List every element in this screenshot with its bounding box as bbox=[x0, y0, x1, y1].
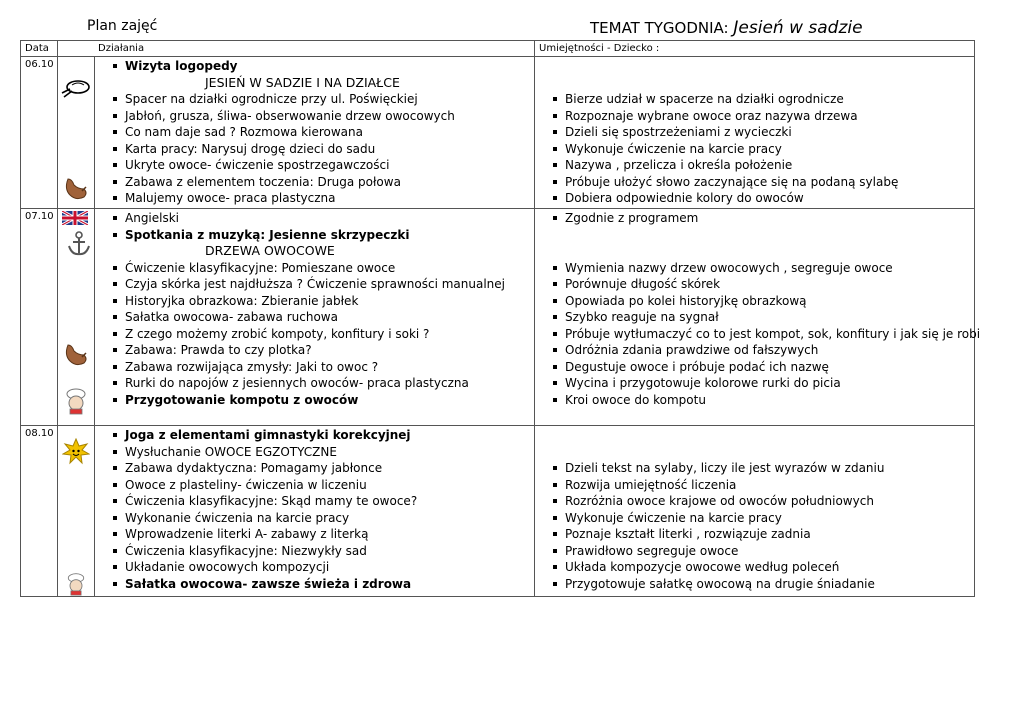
skill-item: Dzieli tekst na sylaby, liczy ile jest wyrazów w zdaniu bbox=[565, 460, 974, 477]
activity-item: Sałatka owocowa- zawsze świeża i zdrowa bbox=[125, 576, 534, 593]
skill-spacer bbox=[565, 243, 974, 260]
skill-item: Wykonuje ćwiczenie na karcie pracy bbox=[565, 141, 974, 158]
activity-item: Karta pracy: Narysuj drogę dzieci do sadu bbox=[125, 141, 534, 158]
skill-item: Rozwija umiejętność liczenia bbox=[565, 477, 974, 494]
activity-item: Spotkania z muzyką: Jesienne skrzypeczki bbox=[125, 227, 534, 244]
activity-item: Spacer na działki ogrodnicze przy ul. Poświęckiej bbox=[125, 91, 534, 108]
activity-item: Sałatka owocowa- zabawa ruchowa bbox=[125, 309, 534, 326]
magnifier-icon bbox=[60, 77, 92, 99]
activity-heading: DRZEWA OWOCOWE bbox=[205, 243, 335, 258]
activity-item: Jabłoń, grusza, śliwa- obserwowanie drzew owocowych bbox=[125, 108, 534, 125]
activity-item: Czyja skórka jest najdłuższa ? Ćwiczenie sprawności manualnej bbox=[125, 276, 534, 293]
activity-item: Wizyta logopedy bbox=[125, 58, 534, 75]
skill-spacer bbox=[565, 227, 974, 244]
activity-item: Rurki do napojów z jesiennych owoców- praca plastyczna bbox=[125, 375, 534, 392]
day-row-2 bbox=[21, 209, 975, 426]
activity-item: Historyjka obrazkowa: Zbieranie jabłek bbox=[125, 293, 534, 310]
chef-icon bbox=[62, 387, 90, 415]
anchor-icon bbox=[66, 231, 92, 257]
plan-title: Plan zajęć bbox=[87, 18, 158, 34]
activity-item: Zabawa: Prawda to czy plotka? bbox=[125, 342, 534, 359]
skill-item: Próbuje ułożyć słowo zaczynające się na podaną sylabę bbox=[565, 174, 974, 191]
day-icons bbox=[58, 57, 95, 209]
fruit-icon bbox=[62, 175, 90, 203]
day-row-3 bbox=[21, 426, 975, 597]
skill-item: Kroi owoce do kompotu bbox=[565, 392, 974, 409]
activity-item: Co nam daje sad ? Rozmowa kierowana bbox=[125, 124, 534, 141]
skill-item: Wykonuje ćwiczenie na karcie pracy bbox=[565, 510, 974, 527]
activity-heading: JESIEŃ W SADZIE I NA DZIAŁCE bbox=[205, 74, 400, 90]
activity-item: Układanie owocowych kompozycji bbox=[125, 559, 534, 576]
skill-item: Nazywa , przelicza i określa położenie bbox=[565, 157, 974, 174]
skill-item: Degustuje owoce i próbuje podać ich nazwę bbox=[565, 359, 974, 376]
activity-item: Ćwiczenie klasyfikacyjne: Pomieszane owoce bbox=[125, 260, 534, 277]
chef-icon bbox=[62, 572, 90, 596]
skill-item: Odróżnia zdania prawdziwe od fałszywych bbox=[565, 342, 974, 359]
week-topic-title bbox=[590, 18, 863, 38]
uk-flag-icon bbox=[62, 211, 88, 225]
day-activities bbox=[95, 426, 535, 597]
plan-table bbox=[20, 40, 981, 597]
day-skills bbox=[535, 57, 975, 209]
skill-item: Układa kompozycje owocowe według poleceń bbox=[565, 559, 974, 576]
skill-item: Bierze udział w spacerze na działki ogrodnicze bbox=[565, 91, 974, 108]
skill-spacer bbox=[565, 58, 974, 75]
skill-item: Przygotowuje sałatkę owocową na drugie śniadanie bbox=[565, 576, 974, 593]
skill-item: Poznaje kształt literki , rozwiązuje zadnia bbox=[565, 526, 974, 543]
day-activities bbox=[95, 209, 535, 426]
skill-item: Zgodnie z programem bbox=[565, 210, 974, 227]
skill-item: Dobiera odpowiednie kolory do owoców bbox=[565, 190, 974, 207]
activity-item: Ćwiczenia klasyfikacyjne: Skąd mamy te owoce? bbox=[125, 493, 534, 510]
day-date: 06.10 bbox=[21, 57, 58, 209]
day-icons bbox=[58, 209, 95, 426]
header-row bbox=[21, 41, 975, 57]
skill-spacer bbox=[565, 427, 974, 444]
day-activities bbox=[95, 57, 535, 209]
skill-item: Wycina i przygotowuje kolorowe rurki do picia bbox=[565, 375, 974, 392]
activity-item: Zabawa dydaktyczna: Pomagamy jabłonce bbox=[125, 460, 534, 477]
column-skills: Umiejętności - Dziecko : bbox=[535, 41, 975, 57]
skill-item: Rozpoznaje wybrane owoce oraz nazywa drzewa bbox=[565, 108, 974, 125]
skill-item: Opowiada po kolei historyjkę obrazkową bbox=[565, 293, 974, 310]
activity-item: Wprowadzenie literki A- zabawy z literką bbox=[125, 526, 534, 543]
skill-item: Szybko reaguje na sygnał bbox=[565, 309, 974, 326]
activity-item: Przygotowanie kompotu z owoców bbox=[125, 392, 534, 409]
day-date: 07.10 bbox=[21, 209, 58, 426]
skill-item: Próbuje wytłumaczyć co to jest kompot, sok, konfitury i jak się je robi bbox=[565, 326, 981, 341]
skill-item: Dzieli się spostrzeżeniami z wycieczki bbox=[565, 124, 974, 141]
activity-item: Angielski bbox=[125, 210, 534, 227]
activity-item: Ukryte owoce- ćwiczenie spostrzegawczości bbox=[125, 157, 534, 174]
day-row-1 bbox=[21, 57, 975, 209]
skill-item: Wymienia nazwy drzew owocowych , segreguje owoce bbox=[565, 260, 974, 277]
day-skills bbox=[535, 209, 981, 426]
skill-item: Rozróżnia owoce krajowe od owoców południowych bbox=[565, 493, 974, 510]
activity-item: Z czego możemy zrobić kompoty, konfitury i soki ? bbox=[125, 326, 534, 343]
sun-icon bbox=[62, 438, 90, 466]
activity-item: Zabawa z elementem toczenia: Druga połowa bbox=[125, 174, 534, 191]
activity-item: Malujemy owoce- praca plastyczna bbox=[125, 190, 534, 207]
skill-item: Porównuje długość skórek bbox=[565, 276, 974, 293]
activity-item: Joga z elementami gimnastyki korekcyjnej bbox=[125, 427, 534, 444]
skill-spacer bbox=[565, 444, 974, 461]
skill-spacer bbox=[565, 75, 974, 92]
day-date: 08.10 bbox=[21, 426, 58, 597]
activity-item: Zabawa rozwijająca zmysły: Jaki to owoc ? bbox=[125, 359, 534, 376]
fruit-icon bbox=[62, 341, 90, 369]
activity-item: Ćwiczenia klasyfikacyjne: Niezwykły sad bbox=[125, 543, 534, 560]
activity-item: Wykonanie ćwiczenia na karcie pracy bbox=[125, 510, 534, 527]
week-topic-prefix: TEMAT TYGODNIA: bbox=[590, 19, 729, 37]
column-date: Data bbox=[21, 41, 58, 57]
week-topic-name: Jesień w sadzie bbox=[733, 18, 863, 38]
skill-item: Prawidłowo segreguje owoce bbox=[565, 543, 974, 560]
activity-item: Wysłuchanie OWOCE EGZOTYCZNE bbox=[125, 444, 534, 461]
activity-item: Owoce z plasteliny- ćwiczenia w liczeniu bbox=[125, 477, 534, 494]
column-activities: Działania bbox=[58, 41, 535, 57]
day-icons bbox=[58, 426, 95, 597]
day-skills bbox=[535, 426, 975, 597]
